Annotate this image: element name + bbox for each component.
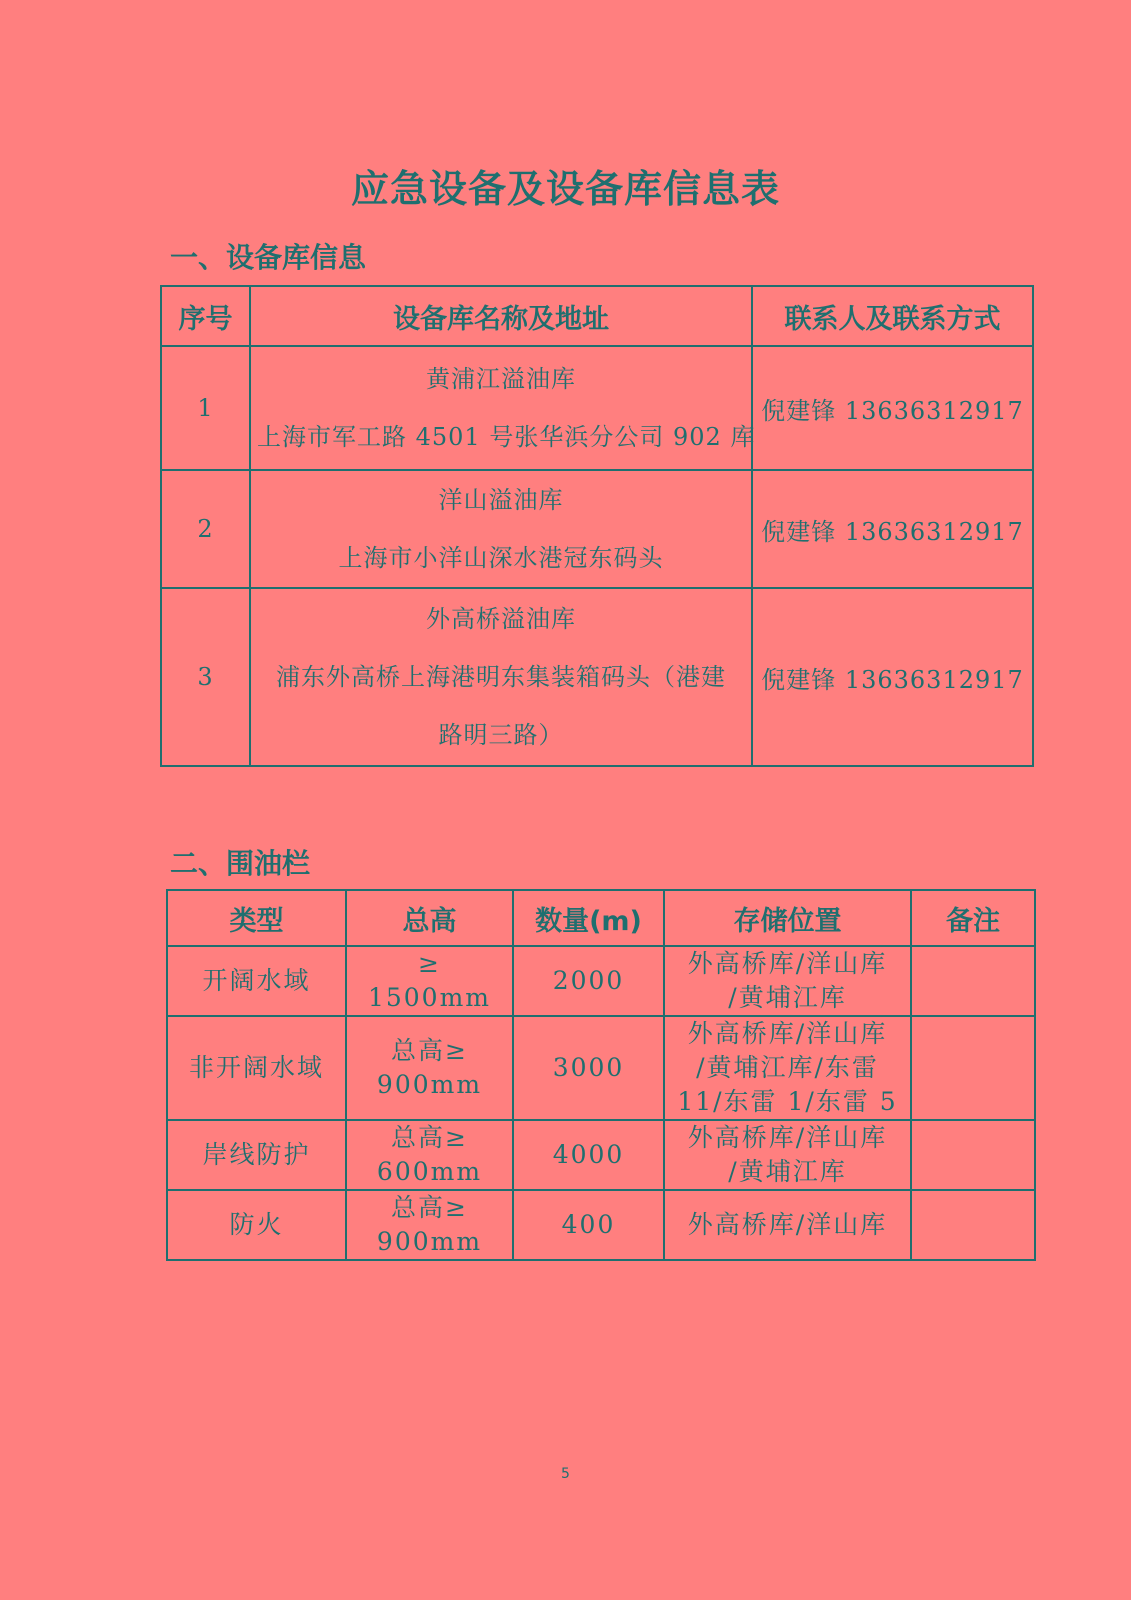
column-header: 序号 [161, 286, 250, 346]
page-title: 应急设备及设备库信息表 [350, 167, 780, 211]
column-header: 存储位置 [664, 890, 911, 946]
depot-name: 外高桥溢油库 [426, 605, 576, 633]
contact-info: 倪建锋 13636312917 [752, 470, 1033, 588]
depot-address-continued: 路明三路） [438, 721, 564, 749]
depot-info-table [160, 285, 1034, 767]
depot-address: 上海市小洋山深水港冠东码头 [338, 544, 664, 572]
boom-quantity: 400 [513, 1190, 664, 1260]
remark [911, 1190, 1035, 1260]
boom-quantity: 2000 [513, 946, 664, 1016]
table-row [167, 946, 1035, 1016]
column-header: 数量(m) [513, 890, 664, 946]
table-row [167, 1190, 1035, 1260]
depot-cell [250, 346, 756, 470]
column-header: 联系人及联系方式 [752, 286, 1033, 346]
table-row [161, 346, 1033, 470]
boom-type: 岸线防护 [167, 1120, 346, 1190]
table-row [161, 470, 1033, 588]
table-row [161, 588, 1033, 766]
boom-height: ≥ 1500mm [346, 946, 513, 1016]
boom-quantity: 4000 [513, 1120, 664, 1190]
depot-cell [250, 470, 752, 588]
column-header: 备注 [911, 890, 1035, 946]
boom-quantity: 3000 [513, 1016, 664, 1120]
depot-name: 洋山溢油库 [438, 486, 564, 514]
storage-location: 外高桥库/洋山库 /黄埔江库 [664, 946, 911, 1016]
storage-location: 外高桥库/洋山库 /黄埔江库 [664, 1120, 911, 1190]
row-number: 3 [161, 588, 250, 766]
table-header-row [167, 890, 1035, 946]
boom-height: 总高≥ 600mm [346, 1120, 513, 1190]
row-number: 1 [161, 346, 250, 470]
remark [911, 1016, 1035, 1120]
boom-height: 总高≥ 900mm [346, 1190, 513, 1260]
depot-address: 上海市军工路 4501 号张华浜分公司 902 库 [257, 423, 756, 451]
boom-height: 总高≥ 900mm [346, 1016, 513, 1120]
column-header: 类型 [167, 890, 346, 946]
section-heading-booms: 二、围油栏 [170, 847, 311, 880]
remark [911, 946, 1035, 1016]
storage-location: 外高桥库/洋山库 /黄埔江库/东雷 11/东雷 1/东雷 5 [664, 1016, 911, 1120]
column-header: 总高 [346, 890, 513, 946]
column-header: 设备库名称及地址 [250, 286, 752, 346]
section-heading-depots: 一、设备库信息 [170, 241, 367, 274]
remark [911, 1120, 1035, 1190]
page-number: 5 [561, 1466, 570, 1482]
boom-type: 开阔水域 [167, 946, 346, 1016]
contact-info: 倪建锋 13636312917 [752, 346, 1033, 470]
row-number: 2 [161, 470, 250, 588]
boom-type: 非开阔水域 [167, 1016, 346, 1120]
oil-boom-table [166, 889, 1036, 1261]
contact-info: 倪建锋 13636312917 [752, 588, 1033, 766]
table-header-row [161, 286, 1033, 346]
depot-cell [250, 588, 752, 766]
storage-location: 外高桥库/洋山库 [664, 1190, 911, 1260]
table-row [167, 1120, 1035, 1190]
depot-address: 浦东外高桥上海港明东集装箱码头（港建 [276, 663, 726, 691]
boom-type: 防火 [167, 1190, 346, 1260]
depot-name: 黄浦江溢油库 [426, 365, 576, 393]
table-row [167, 1016, 1035, 1120]
